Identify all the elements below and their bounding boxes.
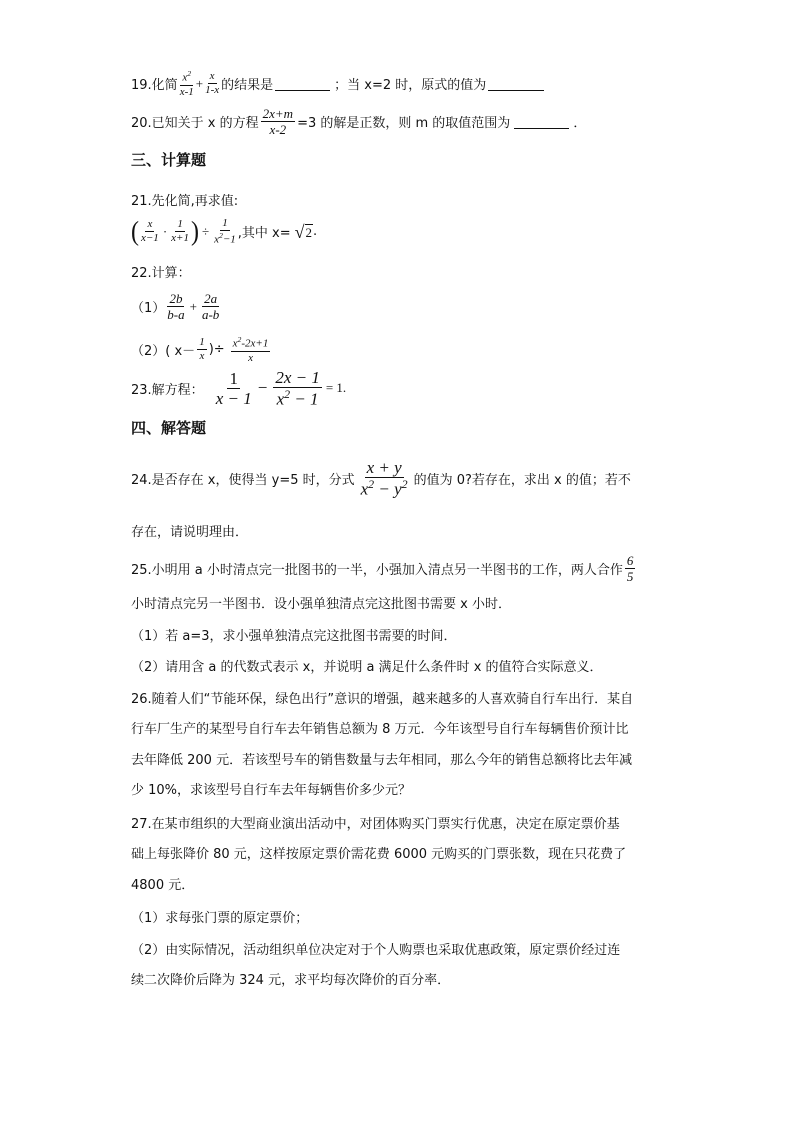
q22-a-numerator: 2b (169, 291, 183, 306)
q27-line-1: 27.在某市组织的大型商业演出活动中，对团体购买门票实行优惠，决定在原定票价基 (131, 817, 620, 832)
q25-text-2: 小时清点完另一半图书．设小强单独清点完这批图书需要 x 小时． (131, 597, 511, 612)
q25-subquestion-1: （1）若 a=3，求小强单独清点完这批图书需要的时间． (131, 629, 457, 644)
question-19 (131, 70, 544, 98)
q21-f2-denominator: x+1 (171, 232, 189, 245)
q21-sqrt (295, 223, 313, 241)
q19-plus: + (195, 75, 204, 91)
q22-b-denominator: a-b (201, 307, 220, 322)
q27-subquestion-1: （1）求每张门票的原定票价； (131, 911, 309, 926)
q19-text-2: ；当 x=2 时，原式的值为 (334, 78, 487, 94)
q19-f1-numerator: $x^2$ (182, 69, 192, 84)
q22-c-numerator: 1 (199, 336, 205, 349)
q22-part-2 (131, 336, 272, 364)
q27-subquestion-2-line-2: 续二次降价后降为 324 元，求平均每次降价的百分率． (131, 973, 451, 988)
q19-text-1: 的结果是 (221, 78, 274, 94)
q21-radicand: 2 (305, 224, 313, 240)
q25-numerator: 6 (626, 553, 634, 568)
q24-fraction (361, 459, 408, 498)
q19-f1-denominator: x-1 (179, 85, 194, 98)
q22-plus: + (189, 298, 197, 314)
q24-denominator: $x^2 - y^2$ (360, 477, 408, 499)
q19-answer-blank-1[interactable] (275, 76, 330, 91)
q24-text-3: 存在，请说明理由． (131, 525, 249, 540)
q22-c-denominator: x (199, 350, 205, 363)
q22-b-numerator: 2a (204, 291, 218, 306)
q25-fraction (625, 554, 636, 583)
q23-f1-numerator: 1 (229, 368, 238, 388)
section-heading-answer: 四、解答题 (131, 419, 207, 437)
q23-f2-numerator: 2x − 1 (275, 368, 320, 387)
q21-fraction-2 (171, 219, 189, 244)
q26-line-1: 26.随着人们“节能环保，绿色出行”意识的增强，越来越多的人喜欢骑自行车出行．某自 (131, 692, 634, 707)
q22-part-1 (131, 292, 221, 321)
q21-title: 21.先化简,再求值: (131, 194, 239, 209)
q22-a-denominator: b-a (167, 307, 185, 322)
q21-period: . (313, 224, 318, 240)
q23-minus: − (257, 378, 268, 398)
q23-fraction-2 (273, 369, 322, 408)
q19-f2-numerator: x (209, 70, 215, 83)
question-24 (131, 459, 631, 498)
q21-left-paren: ( (131, 216, 139, 247)
q20-denominator: x-2 (269, 122, 287, 137)
q19-prefix: 19.化简 (131, 78, 178, 94)
q21-f3-numerator: 1 (222, 217, 228, 229)
q22-p2-label: （2） (131, 344, 166, 360)
q25-denominator: 5 (626, 569, 634, 584)
q20-period: ． (573, 116, 587, 131)
question-25 (131, 554, 637, 583)
q22-title: 22.计算： (131, 266, 191, 281)
q22-fraction-c (197, 337, 207, 362)
q24-text-1: 24.是否存在 x，使得当 y=5 时，分式 (131, 472, 355, 488)
q22-e-numerator: $x^2-2x+1$ (232, 335, 269, 350)
question-23 (131, 369, 346, 408)
q26-line-3: 去年降低 200 元．若该型号车的销售数量与去年相同，那么今年的销售总额将比去年减 (131, 753, 633, 768)
q21-f2-numerator: 1 (177, 218, 183, 231)
q19-fraction-1 (180, 70, 194, 98)
q22-right-paren-divide: )÷ (208, 342, 225, 358)
q23-text: 23.解方程： (131, 382, 204, 398)
q26-line-4: 少 10%，求该型号自行车去年每辆售价多少元？ (131, 783, 412, 798)
radical-sign-icon: √ (294, 221, 305, 242)
q19-answer-blank-2[interactable] (488, 76, 544, 91)
q21-divide: ÷ (201, 223, 210, 239)
q20-text-2: =3 的解是正数，则 m 的取值范围为 (297, 116, 511, 131)
q22-fraction-b (202, 292, 219, 321)
q21-dot: · (162, 223, 168, 239)
q24-text-2: 的值为 0?若存在，求出 x 的值；若不 (413, 472, 631, 488)
q23-f1-denominator: x − 1 (215, 388, 252, 408)
q25-text-1: 25.小明用 a 小时清点完一批图书的一半，小强加入清点另一半图书的工作，两人合作 (131, 563, 623, 578)
q23-f2-denominator: $x^2 - 1$ (276, 387, 319, 409)
q19-f2-denominator: 1-x (205, 84, 220, 97)
q24-numerator: x + y (366, 458, 402, 477)
q20-fraction (261, 107, 295, 136)
q27-subquestion-2-line-1: （2）由实际情况，活动组织单位决定对于个人购票也采取优惠政策，原定票价经过连 (131, 943, 621, 958)
q21-fraction-3 (214, 218, 236, 246)
q22-fraction-a (167, 292, 184, 321)
q27-line-2: 础上每张降价 80 元，这样按原定票价需花费 6000 元购买的门票张数，现在只花费了 (131, 847, 627, 862)
q22-e-denominator: x (248, 351, 253, 364)
q21-text-2: ,其中 x= (237, 226, 291, 242)
q25-subquestion-2: （2）请用含 a 的代数式表示 x，并说明 a 满足什么条件时 x 的值符合实际意义． (131, 660, 603, 675)
q21-f1-denominator: x−1 (141, 232, 159, 245)
q21-f1-numerator: x (147, 218, 153, 231)
q21-f3-denominator: $x^2-1$ (214, 231, 236, 246)
q21-right-paren: ) (190, 216, 199, 247)
q20-answer-blank[interactable] (514, 114, 569, 129)
q22-fraction-e (231, 336, 271, 364)
q19-fraction-2 (205, 71, 219, 96)
q27-line-3: 4800 元． (131, 878, 195, 893)
section-heading-calculation: 三、计算题 (131, 151, 207, 169)
q21-fraction-1 (141, 219, 159, 244)
q22-p1-label: （1） (131, 301, 166, 316)
q23-equals: = 1. (325, 380, 347, 396)
q21-expression (131, 218, 317, 246)
question-20 (131, 107, 586, 136)
q26-line-2: 行车厂生产的某型号自行车去年销售总额为 8 万元．今年该型号自行车每辆售价预计比 (131, 722, 629, 737)
q20-numerator: 2x+m (262, 106, 294, 121)
q22-left-paren: ( x－ (165, 344, 196, 360)
q20-text-1: 20.已知关于 x 的方程 (131, 116, 259, 131)
q23-fraction-1 (216, 370, 252, 407)
